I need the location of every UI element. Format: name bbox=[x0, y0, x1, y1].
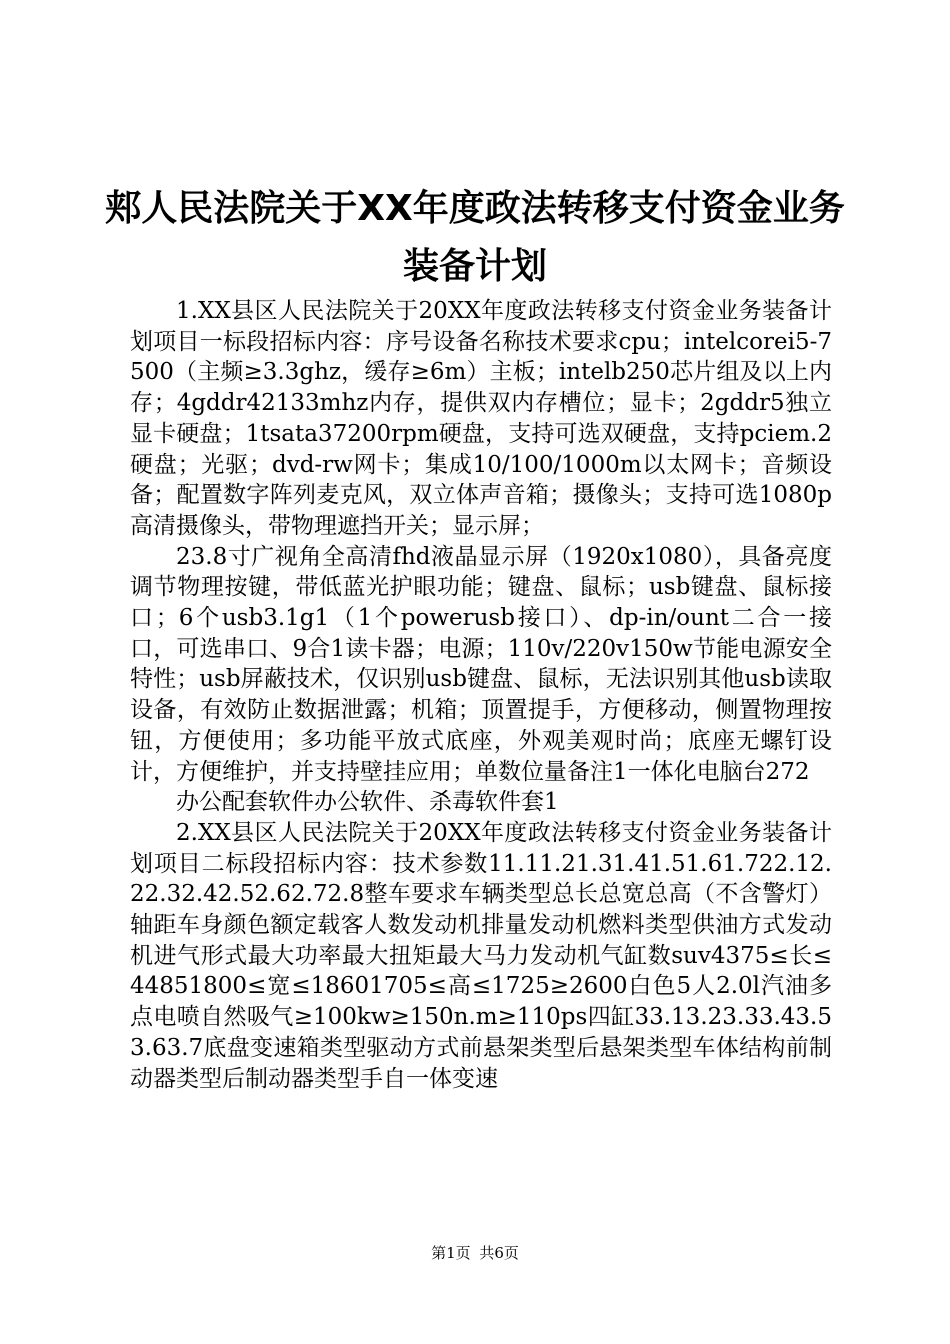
paragraph-2: 23.8寸广视角全高清fhd液晶显示屏（1920x1080），具备亮度调节物理按键，带低蓝光护眼功能；键盘、鼠标；usb键盘、鼠标接口；6个usb3.1g1（1个powerusb接口）、dp-in/ount二合一接口，可选串口、9合1读卡器；电源；110v/220v150w节能电源安全特性；usb屏蔽技术，仅识别usb键盘、鼠标，无法识别其他usb读取设备，有效防止数据泄露；机箱；顶置提手，方便移动，侧置物理按钮，方便使用；多功能平放式底座，外观美观时尚；底座无螺钉设计，方便维护，并支持壁挂应用；单数位量备注1一体化电脑台272 bbox=[130, 543, 832, 785]
document-title: 郏人民法院关于XX年度政法转移支付资金业务装备计划 bbox=[105, 188, 845, 287]
paragraph-1: 1.XX县区人民法院关于20XX年度政法转移支付资金业务装备计划项目一标段招标内容：序号设备名称技术要求cpu；intelcorei5-7500（主频≥3.3ghz，缓存≥6m）主板；intelb250芯片组及以上内存；4gddr42133mhz内存，提供双内存槽位；显卡；2gddr5独立显卡硬盘；1tsata37200rpm硬盘，支持可选双硬盘，支持pciem.2硬盘；光驱；dvd-rw网卡；集成10/100/1000m以太网卡；音频设备；配置数字阵列麦克风，双立体声音箱；摄像头；支持可选1080p高清摄像头，带物理遮挡开关；显示屏； bbox=[130, 298, 832, 539]
document-body bbox=[130, 296, 832, 1094]
paragraph-3: 办公配套软件办公软件、杀毒软件套1 bbox=[176, 789, 559, 816]
paragraph-4: 2.XX县区人民法院关于20XX年度政法转移支付资金业务装备计划项目二标段招标内容：技术参数11.11.21.31.41.51.61.722.12.22.32.42.52.62.72.8整车要求车辆类型总长总宽总高（不含警灯）轴距车身颜色额定载客人数发动机排量发动机燃料类型供油方式发动机进气形式最大功率最大扭矩最大马力发动机气缸数suv4375≤长≤44851800≤宽≤18601705≤高≤1725≥2600白色5人2.0l汽油多点电喷自然吸气≥100kw≥150n.m≥110ps四缸33.13.23.33.43.53.63.7底盘变速箱类型驱动方式前悬架类型后悬架类型车体结构前制动器类型后制动器类型手自一体变速 bbox=[130, 819, 832, 1092]
page-footer bbox=[0, 1243, 950, 1263]
page-total: 共6页 bbox=[479, 1244, 519, 1262]
page-number: 第1页 bbox=[431, 1244, 471, 1262]
